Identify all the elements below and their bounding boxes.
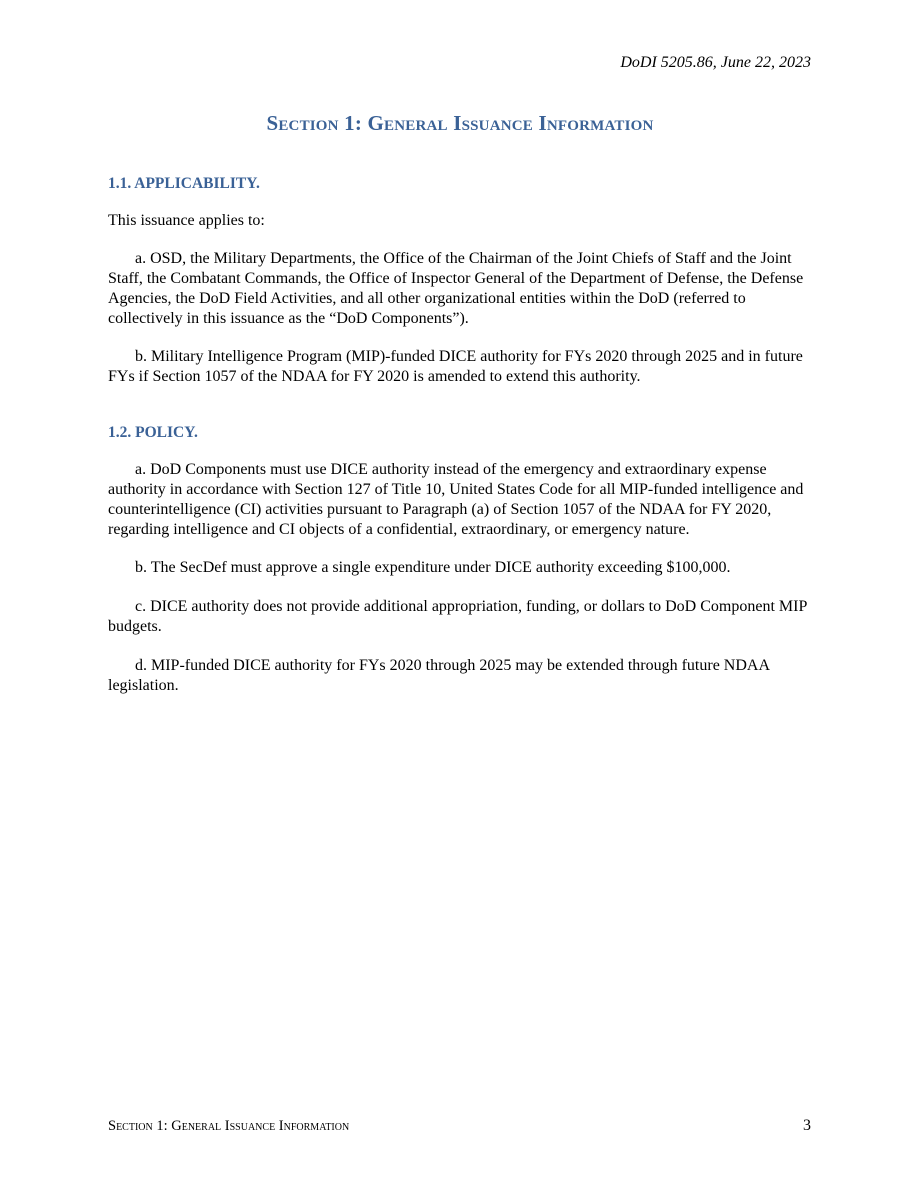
applicability-heading: 1.1. APPLICABILITY.: [108, 175, 260, 192]
applicability-item-b: b. Military Intelligence Program (MIP)-funded DICE authority for FYs 2020 through 2025 and in future FYs if Section 1057 of the NDAA for FY 2020 is amended to extend this authority.: [108, 348, 803, 385]
document-body: [108, 174, 813, 696]
section-title: Section 1: General Issuance Information: [266, 111, 654, 135]
policy-heading: 1.2. POLICY.: [108, 424, 198, 441]
footer-section-title: Section 1: General Issuance Information: [108, 1118, 350, 1134]
policy-item-d: d. MIP-funded DICE authority for FYs 2020 through 2025 may be extended through future NDAA legislation.: [108, 657, 770, 694]
document-reference: DoDI 5205.86, June 22, 2023: [620, 54, 811, 71]
applicability-item-a: a. OSD, the Military Departments, the Office of the Chairman of the Joint Chiefs of Staff and the Joint Staff, the Combatant Commands, the Office of Inspector General of the Department of Defense, the Defense Agencies, the DoD Field Activities, and all other organizational entities within the DoD (referred to collectively in this issuance as the “DoD Components”).: [108, 250, 804, 327]
policy-item-c: c. DICE authority does not provide additional appropriation, funding, or dollars to DoD Component MIP budgets.: [108, 598, 807, 635]
policy-item-b: b. The SecDef must approve a single expenditure under DICE authority exceeding $100,000.: [135, 559, 731, 576]
page-number: 3: [803, 1117, 811, 1134]
applicability-intro: This issuance applies to:: [108, 212, 265, 229]
policy-item-a: a. DoD Components must use DICE authority instead of the emergency and extraordinary expense authority in accordance with Section 127 of Title 10, United States Code for all MIP-funded intelligence and counterintelligence (CI) activities pursuant to Paragraph (a) of Section 1057 of the NDAA for FY 2020, regarding intelligence and CI objects of a confidential, extraordinary, or emergency nature.: [108, 461, 804, 538]
